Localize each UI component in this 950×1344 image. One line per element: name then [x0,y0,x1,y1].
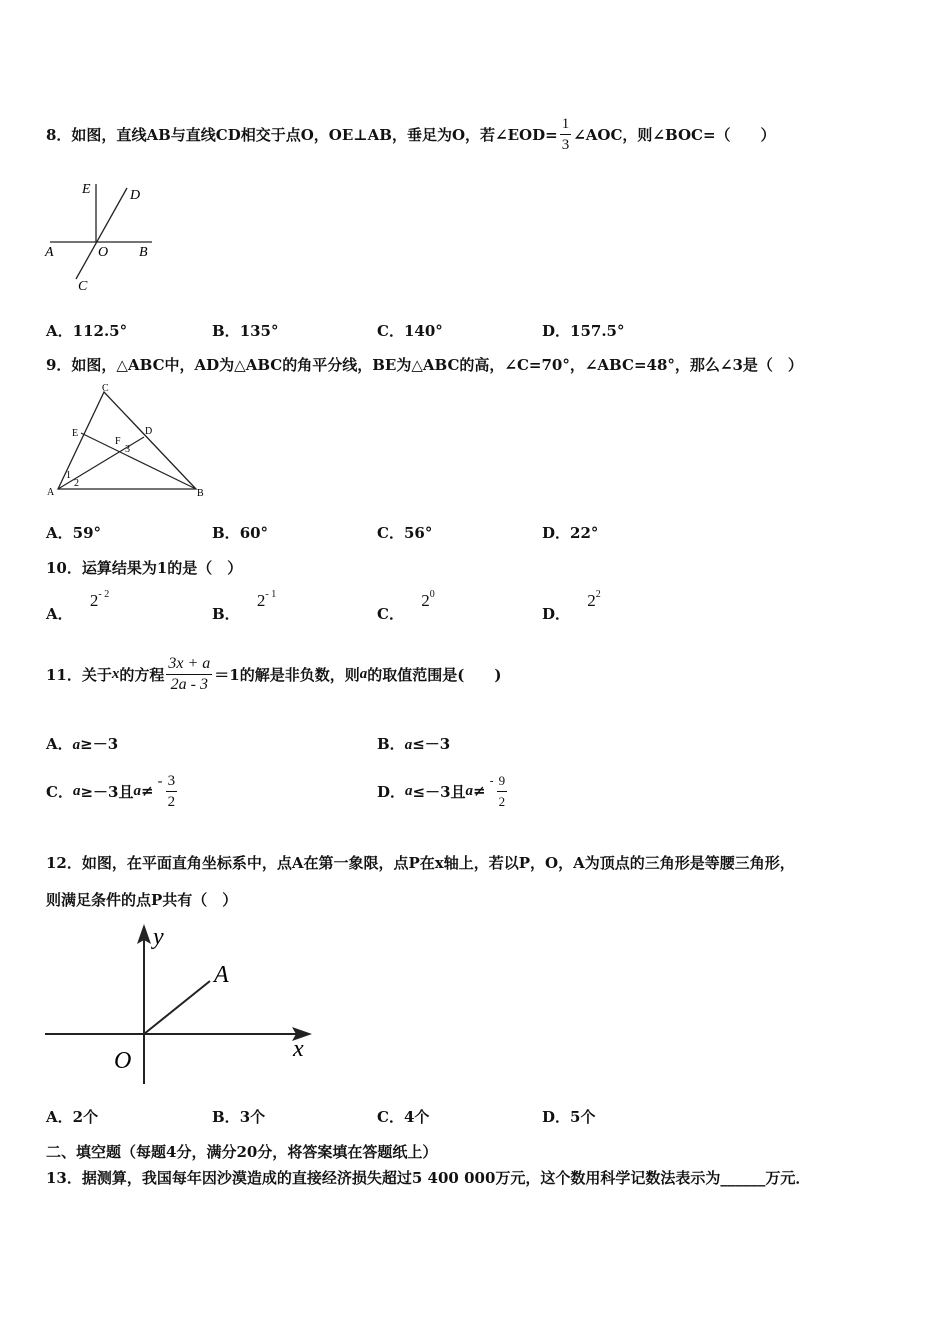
q9-label-f: F [115,436,121,447]
option-var: a [72,782,81,799]
q8-option-a[interactable] [46,320,127,341]
q8-option-d[interactable] [542,320,625,341]
option-value: 135° [239,322,279,340]
option-letter: B． [212,322,240,340]
q11-var-x: x [111,665,120,682]
q8-figure [40,176,160,296]
q12-label-a: A [214,962,229,988]
option-power [90,591,109,610]
q8-label-d: D [130,188,141,203]
option-letter: A． [46,322,73,340]
q11-option-b[interactable] [377,733,450,754]
option-value: 22° [570,524,599,542]
option-value: 4个 [403,1108,430,1126]
option-letter: C． [377,322,404,340]
q9-label-e: E [72,428,79,439]
option-sign: - [157,772,163,790]
power-base: 2 [89,591,99,610]
option-relation: ≥－3 [80,735,119,753]
option-neq: ≠ [473,782,486,800]
option-value: 157.5° [570,322,625,340]
q9-label-2: 2 [74,478,79,489]
option-letter: C． [377,524,404,542]
q11-var-a: a [359,665,368,682]
option-value: 60° [239,524,269,542]
q10-option-c[interactable] [377,589,435,623]
fraction-denominator: 2 [167,793,176,810]
power-base: 2 [256,591,266,610]
option-letter: B． [377,735,405,753]
option-letter: A． [46,524,73,542]
q11-stem-part2: 的方程 [119,665,165,684]
power-base: 2 [421,591,430,610]
option-fraction [166,771,178,812]
option-letter: D． [542,322,571,340]
q9-option-b[interactable] [212,522,268,543]
option-power [421,591,435,610]
q11-fraction [166,654,212,695]
option-value: 3个 [239,1108,266,1126]
power-exponent: 0 [429,589,435,601]
q10-option-b[interactable] [212,589,277,623]
q12-option-d[interactable] [542,1106,595,1127]
section-2-title: 二、填空题（每题4分，满分20分，将答案填在答题纸上） [46,1143,438,1161]
option-value: 2个 [72,1108,99,1126]
power-exponent: - 1 [265,589,277,601]
option-letter: A． [46,1108,73,1126]
q12-figure [40,920,330,1090]
fraction-numerator: 9 [497,771,508,792]
option-letter: B． [212,1108,240,1126]
q12-stem-line1: 12．如图，在平面直角坐标系中，点A在第一象限，点P在x轴上，若以P，O，A为顶点的三角形是等腰三角形， [46,854,795,872]
q9-segment-be [81,433,196,489]
power-base: 2 [587,591,596,610]
q8-stem-part2: ∠AOC，则∠BOC=（ ） [573,125,776,144]
option-relation: ≤－3 [412,735,451,753]
q9-triangle-abc [58,392,196,489]
q8-option-c[interactable] [377,320,443,341]
q8-line-cd [76,188,127,279]
q8-label-o: O [98,245,109,260]
q11-option-c[interactable] [46,766,177,816]
q8-fraction-numerator: 1 [560,114,572,135]
q9-label-b: B [197,488,204,499]
q8-label-b: B [139,245,148,260]
option-var: a [465,782,474,799]
fraction-denominator: 2 [498,793,506,809]
option-power [257,591,276,610]
option-fraction [497,771,508,812]
q8-stem [46,104,776,164]
option-var: a [405,782,413,799]
q12-option-c[interactable] [377,1106,429,1127]
option-letter: C． [377,1108,404,1126]
q11-fraction-numerator: 3x + a [166,654,212,675]
option-var: a [133,782,141,799]
option-letter: D． [542,1108,571,1126]
option-letter: D． [377,782,406,801]
q12-stem-line2: 则满足条件的点P共有（ ） [46,891,238,909]
fraction-numerator: 3 [166,771,178,792]
option-var: a [72,737,81,753]
q13-answer-blank[interactable]: ______ [720,1169,766,1187]
power-exponent: 2 [595,589,601,601]
q12-label-o: O [114,1048,132,1074]
q10-option-d[interactable] [542,589,601,623]
q13-stem-part1: 13．据测算，我国每年因沙漠造成的直接经济损失超过5 400 000万元，这个数用科学记数法表示为 [46,1169,721,1187]
q10-option-a[interactable] [46,589,110,623]
option-value: 140° [403,322,443,340]
q12-option-b[interactable] [212,1106,265,1127]
option-letter: C． [46,782,73,801]
q8-label-c: C [78,279,88,294]
q13-stem-part2: 万元． [765,1169,811,1187]
option-letter: D． [542,524,571,542]
q9-label-d: D [145,426,153,437]
option-sign: - [489,774,494,788]
q11-stem-part3: ＝1的解是非负数，则 [214,665,360,684]
q8-label-e: E [82,182,91,197]
q12-option-a[interactable] [46,1106,98,1127]
q9-option-d[interactable] [542,522,598,543]
power-exponent: - 2 [98,589,110,601]
q9-option-c[interactable] [377,522,432,543]
q11-option-a[interactable] [46,733,118,754]
q8-label-a: A [45,245,54,260]
option-letter: A． [46,605,73,623]
q12-label-y: y [153,924,164,950]
q8-stem-part1: 8．如图，直线AB与直线CD相交于点O，OE⊥AB，垂足为O，若∠EOD= [46,125,558,144]
q8-fraction [560,114,572,155]
q11-stem-part4: 的取值范围是( ) [367,665,502,684]
option-value: 56° [403,524,433,542]
q9-label-c: C [102,383,109,394]
q10-stem: 10．运算结果为1的是（ ） [46,559,243,577]
option-relation: ≥－3且 [80,782,134,801]
q8-option-b[interactable] [212,320,279,341]
q9-figure [44,382,214,502]
option-relation: ≤－3且 [412,782,466,801]
option-letter: D． [542,605,571,623]
option-letter: A． [46,735,73,753]
option-value: 5个 [570,1108,596,1126]
q9-option-a[interactable] [46,522,101,543]
q12-label-x: x [293,1036,304,1062]
option-letter: B． [212,524,240,542]
q11-stem [46,648,501,700]
q13-stem [46,1167,810,1188]
option-value: 59° [72,524,102,542]
option-power [587,591,601,610]
q9-label-3: 3 [125,444,130,455]
q11-fraction-denominator: 2a - 3 [170,675,208,693]
option-value: 112.5° [72,322,128,340]
option-letter: B． [212,605,240,623]
q12-segment-oa [144,981,210,1034]
option-letter: C． [377,605,404,623]
q9-label-1: 1 [66,470,71,481]
option-neq: ≠ [140,782,154,800]
option-var: a [404,737,413,753]
q8-fraction-denominator: 3 [561,136,570,153]
q9-stem: 9．如图，△ABC中，AD为△ABC的角平分线，BE为△ABC的高，∠C=70°，∠ABC=48°，那么∠3是（ ） [46,356,803,374]
q9-label-a: A [47,487,55,498]
q11-stem-part1: 11．关于 [46,665,112,684]
q11-option-d[interactable] [377,766,507,816]
